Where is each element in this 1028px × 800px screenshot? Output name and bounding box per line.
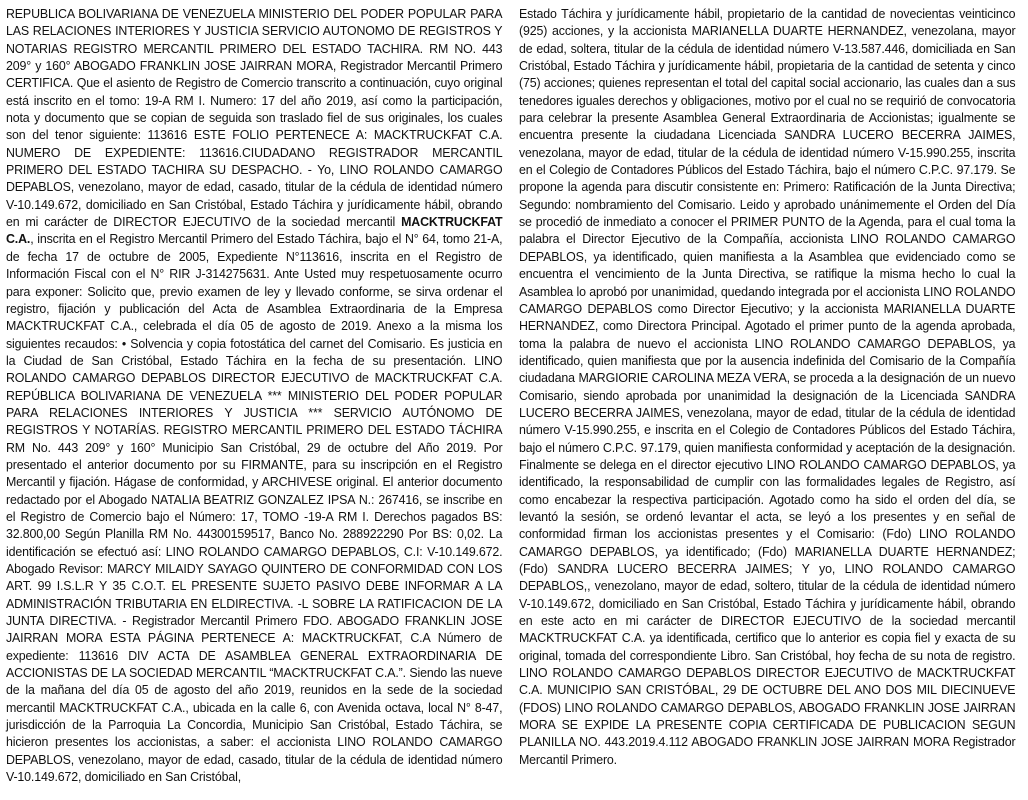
left-column-text (6, 6, 502, 796)
right-text: Estado Táchira y jurídicamente hábil, propietario de la cantidad de novecientas veinticinco (925) acciones, y la accionista MARIANELLA DUARTE HERNANDEZ, venezolana, mayor de edad, soltera, titular de la cédula de identidad número V-13.587.446, domiciliada en San Cristóbal, Estado Táchira y jurídicamente hábil, propietaria de la cantidad de setenta y cinco (75) acciones; quienes representan el total del capital social accionario, las cuales dan a sus tenedores iguales derechos y obligaciones, motivo por el cual no se requirió de convocatoria para celebrar la presente Asamblea General Extraordinaria de Accionistas; igualmente se encuentra presente la ciudadana Licenciada SANDRA LUCERO BECERRA JAIMES, venezolana, mayor de edad, titular de la cédula de identidad número V-15.990.255, inscrita en el Colegio de Contadores Públicos del Estado Táchira, bajo el número C.P.C. 97.179. Se propone la agenda para discutir consistente en: Primero: Ratificación de la Junta Directiva; Segundo: nombramiento del Comisario. Leido y aprobado unánimemente el Orden del Día se procedió de inmediato a conocer el PRIMER PUNTO de la Agenda, para el cual toma la palabra el Director Ejecutivo de la Compañía, accionista LINO ROLANDO CAMARGO DEPABLOS, ya identificado, quien manifiesta a la Asamblea que evidenciado como se encuentra el vencimiento de la Junta Directiva, se ratifique la misma hecho lo cual la Asamblea lo aprobó por unanimidad, quedando integrada por el accionista LINO ROLANDO CAMARGO DEPABLOS como Director Ejecutivo; y la accionista MARIANELLA DUARTE HERNANDEZ, como Directora Principal. Agotado el primer punto de la agenda aprobada, toma la palabra de nuevo el accionista LINO ROLANDO CAMARGO DEPABLOS, ya identificado, quien manifiesta que por la ausencia indefinida del Comisario de la Compañía ciudadana MARGIORIE CAROLINA MEZA VERA, se proceda a la designación de un nuevo Comisario, siendo aprobada por unanimidad la designación de la Licenciada SANDRA LUCERO BECERRA JAIMES, venezolana, mayor de edad, titular de la cédula de identidad número V-15.990.255, e inscrita en el Colegio de Contadores Públicos del Estado Táchira, bajo el número C.P.C. 97.179, quien manifiesta conformidad y aceptación de la designación. Finalmente se delega en el director ejecutivo LINO ROLANDO CAMARGO DEPABLOS, ya identificado, la responsabilidad de cumplir con las formalidades legales de Registro, así como encabezar la respectiva participación. Agotado como ha sido el orden del día, se levantó la sesión, se ordenó levantar el acta, se leyó a los presentes y en señal de conformidad firman los accionistas presentes y el Comisario: (Fdo) LINO ROLANDO CAMARGO DEPABLOS, ya identificado; (Fdo) MARIANELLA DUARTE HERNANDEZ; (Fdo) SANDRA LUCERO BECERRA JAIMES; Y yo, LINO ROLANDO CAMARGO DEPABLOS,, venezolano, mayor de edad, soltero, titular de la cédula de identidad número V-10.149.672, domiciliado en San Cristóbal, Estado Táchira y jurídicamente hábil, obrando en este acto en mi carácter de DIRECTOR EJECUTIVO de la sociedad mercantil MACKTRUCKFAT C.A. ya identificada, certifico que lo anterior es copia fiel y exacta de su original, tomada del correspondiente Libro. San Cristóbal, hoy fecha de su nota de registro. LINO ROLANDO CAMARGO DEPABLOS DIRECTOR EJECUTIVO de MACKTRUCKFAT C.A. MUNICIPIO SAN CRISTÓBAL, 29 DE OCTUBRE DEL ANO DOS MIL DIECINUEVE (FDOS) LINO ROLANDO CAMARGO DEPABLOS, ABOGADO FRANKLIN JOSE JAIRRAN MORA SE EXPIDE LA PRESENTE COPIA CERTIFICADA DE PUBLICACION SEGUN PLANILLA NO. 443.2019.4.112 ABOGADO FRANKLIN JOSE JAIRRAN MORA Registrador Mercantil Primero. (519, 7, 1016, 767)
company-name-bold: MACKTRUCKFAT C.A. (6, 215, 503, 247)
left-text-part-1: REPUBLICA BOLIVARIANA DE VENEZUELA MINISTERIO DEL PODER POPULAR PARA LAS RELACIONES INTERIORES Y JUSTICIA SERVICIO AUTONOMO DE REGISTROS Y NOTARIAS REGISTRO MERCANTIL PRIMERO DEL ESTADO TACHIRA. RM NO. 443 209° y 160° ABOGADO FRANKLIN JOSE JAIRRAN MORA, Registrador Mercantil Primero CERTIFICA. Que el asiento de Registro de Comercio transcrito a continuación, cuyo original está inscrito en el tomo: 19-A RM I. Numero: 17 del año 2019, así como la participación, nota y documento que se copian de seguida son traslado fiel de sus originales, los cuales son del tenor siguiente: 113616 ESTE FOLIO PERTENECE A: MACKTRUCKFAT C.A. NUMERO DE EXPEDIENTE: 113616.CIUDADANO REGISTRADOR MERCANTIL PRIMERO DEL ESTADO TACHIRA SU DESPACHO. - Yo, LINO ROLANDO CAMARGO DEPABLOS, venezolano, mayor de edad, casado, titular de la cédula de identidad número V-10.149.672, domiciliado en San Cristóbal, Estado Táchira y jurídicamente hábil, obrando en mi carácter de DIRECTOR EJECUTIVO de la sociedad mercantil (6, 7, 503, 230)
left-text-part-2: , inscrita en el Registro Mercantil Primero del Estado Táchira, bajo el N° 64, tomo 21-A, de fecha 17 de octubre de 2005, Expediente N°113616, inscrita en el Registro de Información Fiscal con el N° RIR J-314275631. Ante Usted muy respetuosamente ocurro para exponer: Solicito que, previo examen de ley y llevado conforme, se sirva ordenar el registro, fijación y publicación del Acta de Asamblea Extraordinaria de la Empresa MACKTRUCKFAT C.A., celebrada el día 05 de agosto de 2019. Anexo a la misma los siguientes recaudos: • Solvencia y copia fotostática del carnet del Comisario. Es justicia en la Ciudad de San Cristóbal, Estado Táchira en la fecha de su presentación. LINO ROLANDO CAMARGO DEPABLOS DIRECTOR EJECUTIVO de MACKTRUCKFAT C.A. REPÚBLICA BOLIVARIANA DE VENEZUELA *** MINISTERIO DEL PODER POPULAR PARA RELACIONES INTERIORES Y JUSTICIA *** SERVICIO AUTÓNOMO DE REGISTROS Y NOTARÍAS. REGISTRO MERCANTIL PRIMERO DEL ESTADO TÁCHIRA RM No. 443 209° y 160° Municipio San Cristóbal, 29 de octubre del Año 2019. Por presentado el anterior documento por su FIRMANTE, para su inscripción en el Registro Mercantil y fijación. Hágase de conformidad, y ARCHIVESE original. El anterior documento redactado por el Abogado NATALIA BEATRIZ GONZALEZ IPSA N.: 267416, se inscribe en el Registro de Comercio bajo el Número: 17, TOMO -19-A RM I. Derechos pagados BS: 32.800,00 Según Planilla RM No. 44300159517, Banco No. 288922290 Por BS: 0,02. La identificación se efectuó así: LINO ROLANDO CAMARGO DEPABLOS, C.I: V-10.149.672. Abogado Revisor: MARCY MILAIDY SAYAGO QUINTERO DE CONFORMIDAD CON LOS ART. 99 I.S.L.R Y 35 C.O.T. EL PRESENTE SUJETO PASIVO DEBE INFORMAR A LA ADMINISTRACIÓN TRIBUTARIA EN ELDIRECTIVA. -L SOBRE LA RATIFICACION DE LA JUNTA DIRECTIVA. - Registrador Mercantil Primero FDO. ABOGADO FRANKLIN JOSE JAIRRAN MORA ESTA PÁGINA PERTENECE A: MACKTRUCKFAT, C.A Número de expediente: 113616 DIV ACTA DE ASAMBLEA GENERAL EXTRAORDINARIA DE ACCIONISTAS DE LA SOCIEDAD MERCANTIL “MACKTRUCKFAT C.A.”. Siendo las nueve de la mañana del día 05 de agosto del año 2019, reunidos en la sede de la sociedad mercantil MACKTRUCKFAT C.A., ubicada en la calle 6, con Avenida octava, local N° 8-47, jurisdicción de la Parroquia La Concordia, Municipio San Cristóbal, Estado Táchira, se hicieron presentes los accionistas, a saber: el accionista LINO ROLANDO CAMARGO DEPABLOS, venezolano, mayor de edad, casado, titular de la cédula de identidad número V-10.149.672, domiciliado en San Cristóbal, (6, 232, 503, 785)
right-column-text (519, 6, 1015, 796)
